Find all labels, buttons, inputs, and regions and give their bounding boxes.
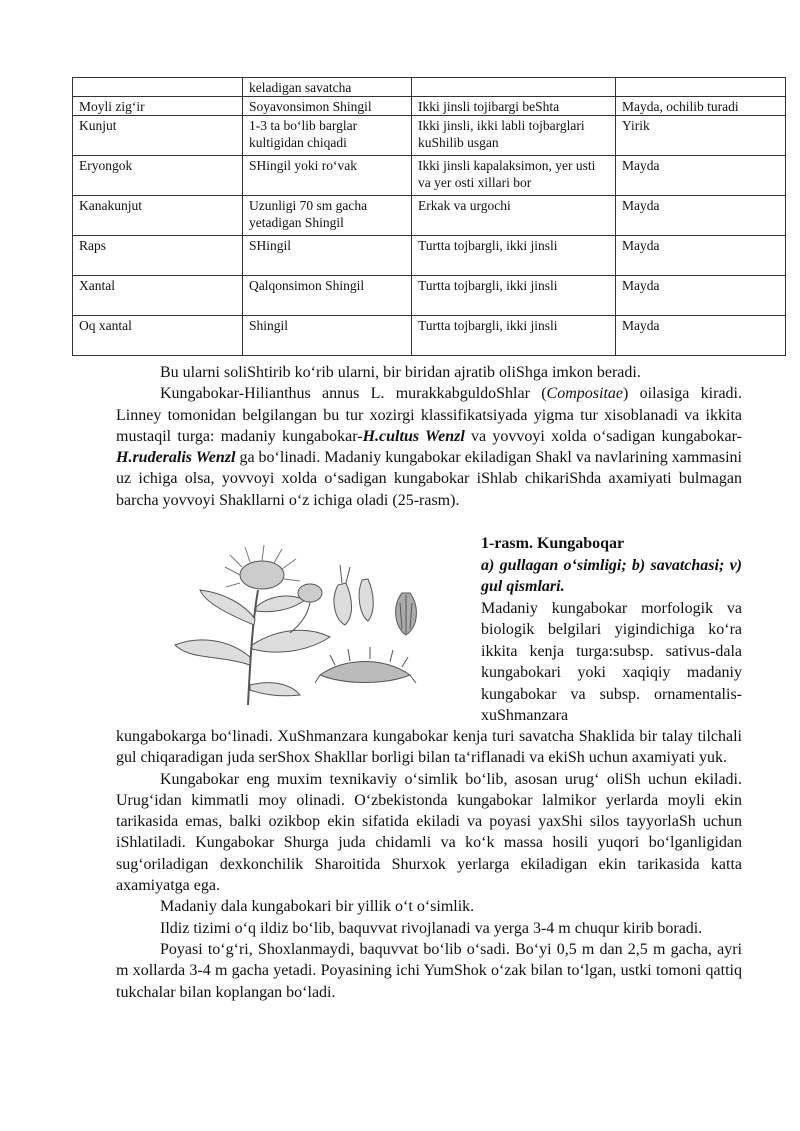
paragraph-annual: Madaniy dala kungabokari bir yillik o‘t o‘simlik.: [160, 898, 475, 916]
table-cell: SHingil: [243, 236, 412, 276]
table-row: [73, 97, 786, 116]
table-cell: Kunjut: [73, 116, 243, 156]
table-cell: Xantal: [73, 276, 243, 316]
table-cell: Ikki jinsli, ikki labli tojbarglari kuShilib usgan: [412, 116, 616, 156]
table-row: [73, 276, 786, 316]
paragraph-importance: Kungabokar eng muxim texnikaviy o‘simlik bo‘lib, asosan urug‘ oliSh uchun ekiladi. Urug‘idan kimmatli moy olinadi. O‘zbekistonda kungabokar lalmikor yerlarda moyli ekin tarikasida emas, balki ozikbop ekin sifatida ekiladi va poyasi yaxShi silos tayyorlaSh uchun iShlatiladi. Kungabokar Shurga juda chidamli va ko‘k massa hosili yuqori bo‘lganligidan sug‘oriladigan dexkonchilik Sharoitida Shurxok yerlarga ekiladigan ekin tarikasida katta axamiyatga ega.: [116, 770, 742, 895]
table-cell: Ikki jinsli tojibargi beShta: [412, 97, 616, 116]
table-cell: Mayda: [616, 156, 786, 196]
figure-caption-title: 1-rasm. Kungaboqar: [481, 535, 625, 552]
table-cell: Turtta tojbargli, ikki jinsli: [412, 236, 616, 276]
table-cell: Soyavonsimon Shingil: [243, 97, 412, 116]
table-cell: Mayda, ochilib turadi: [616, 97, 786, 116]
table-cell: Mayda: [616, 236, 786, 276]
paragraph-subspecies-continued: kungabokarga bo‘linadi. XuShmanzara kungabokar kenja turi savatcha Shaklida bir talay tilchali gul chiqaradigan juda serShox Shakllar borligi bilan ta‘riflanadi va ekiSh uchun axamiyati yuk.: [116, 728, 742, 767]
table-cell: 1-3 ta bo‘lib barglar kultigidan chiqadi: [243, 116, 412, 156]
table-cell: Eryongok: [73, 156, 243, 196]
figure-caption-block: [481, 533, 742, 727]
body-text-upper: [116, 362, 742, 511]
table-cell: Kanakunjut: [73, 196, 243, 236]
table-cell: Mayda: [616, 276, 786, 316]
table-cell: Erkak va urgochi: [412, 196, 616, 236]
table-cell: Oq xantal: [73, 316, 243, 356]
table-row: [73, 196, 786, 236]
table-cell: Moyli zig‘ir: [73, 97, 243, 116]
table-row: [73, 116, 786, 156]
table-cell: Raps: [73, 236, 243, 276]
table-cell: [616, 78, 786, 97]
table-row: [73, 156, 786, 196]
paragraph-subspecies-right: Madaniy kungabokar morfologik va biologik belgilari yigindichiga ko‘ra ikkita kenja turga:subsp. sativus-dala kungabokari yoki xaqiqiy madaniy kungabokar va subsp. ornamentalis-xuShmanzara: [481, 599, 742, 724]
table-cell: Uzunligi 70 sm gacha yetadigan Shingil: [243, 196, 412, 236]
table-cell: Turtta tojbargli, ikki jinsli: [412, 316, 616, 356]
table-cell: Qalqonsimon Shingil: [243, 276, 412, 316]
paragraph-root-system: Ildiz tizimi o‘q ildiz bo‘lib, baquvvat rivojlanadi va yerga 3-4 m chuqur kirib boradi.: [160, 919, 703, 937]
table-row: [73, 316, 786, 356]
table-cell: Shingil: [243, 316, 412, 356]
table-cell: Mayda: [616, 316, 786, 356]
table-cell: Yirik: [616, 116, 786, 156]
body-text-lower: [116, 726, 742, 1003]
paragraph-stem: Poyasi to‘g‘ri, Shoxlanmaydi, baquvvat bo‘lib o‘sadi. Bo‘yi 0,5 m dan 2,5 m gacha, ayri m xollarda 3-4 m gacha yetadi. Poyasining ichi YumShok o‘zak bilan to‘lgan, ustki tomoni qattiq tukchalar bilan koplangan bo‘ladi.: [116, 940, 742, 1001]
sunflower-illustration: [170, 545, 460, 705]
table-cell: SHingil yoki ro‘vak: [243, 156, 412, 196]
paragraph-sunflower-intro: Kungabokar-Hilianthus annus L. murakkabguldoShlar (Compositae) oilasiga kiradi. Linney tomonidan belgilangan bu tur xozirgi klassifikatsiyada yigma tur xisoblanadi va ikkita mustaqil turga: madaniy kungabokar-H.cultus Wenzl va yovvoyi xolda o‘sadigan kungabokar-H.ruderalis Wenzl ga bo‘linadi. Madaniy kungabokar ekiladigan Shakl va navlarining xammasini uz ichiga olsa, yovvoyi xolda o‘sadigan kungabokar iShlab chikariShda axamiyati bulmagan barcha yovvoyi Shakllarni o‘z ichiga oladi (25-rasm).: [116, 385, 743, 509]
table-cell: Mayda: [616, 196, 786, 236]
table-cell: Turtta tojbargli, ikki jinsli: [412, 276, 616, 316]
table-cell: keladigan savatcha: [243, 78, 412, 97]
table-row: [73, 78, 786, 97]
sunflower-drawing: [170, 545, 460, 705]
table-cell: Ikki jinsli kapalaksimon, yer usti va yer osti xillari bor: [412, 156, 616, 196]
table-row: [73, 236, 786, 276]
figure-caption-subtitle: a) gullagan o‘simligi; b) savatchasi; v) gul qismlari.: [481, 556, 742, 595]
paragraph-comparison: Bu ularni soliShtirib ko‘rib ularni, bir biridan ajratib oliShga imkon beradi.: [160, 364, 641, 381]
oilseed-crops-table: [72, 77, 786, 356]
table-cell: [73, 78, 243, 97]
table-cell: [412, 78, 616, 97]
